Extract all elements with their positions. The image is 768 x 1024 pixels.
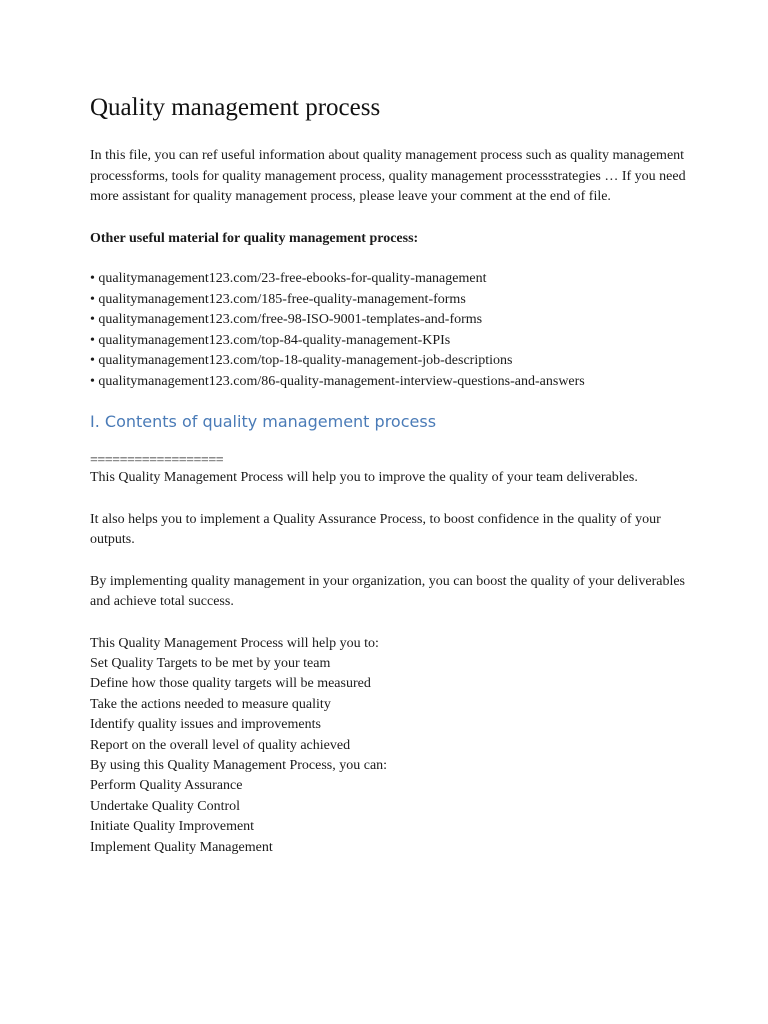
list-item: This Quality Management Process will help you to: (90, 635, 379, 651)
separator-rule: ================== (90, 453, 224, 468)
materials-link[interactable]: • qualitymanagement123.com/top-18-quality-management-job-descriptions (90, 353, 513, 368)
list-item: Initiate Quality Improvement (90, 819, 255, 835)
process-list (90, 634, 690, 858)
list-item: Undertake Quality Control (90, 798, 241, 814)
materials-link[interactable]: • qualitymanagement123.com/top-84-quality-management-KPIs (90, 332, 451, 348)
intro-paragraph: In this file, you can ref useful information about quality management process such as quality management processforms, tools for quality management process, quality management processstrategies … If you need more assistant for quality management process, please leave your comment at the end of file. (90, 148, 686, 204)
materials-link[interactable]: • qualitymanagement123.com/86-quality-management-interview-questions-and-answers (90, 373, 585, 389)
materials-link[interactable]: • qualitymanagement123.com/23-free-ebooks-for-quality-management (90, 271, 487, 286)
materials-list (90, 269, 690, 392)
list-item: Identify quality issues and improvements (90, 717, 321, 733)
list-item: Take the actions needed to measure quality (90, 696, 331, 712)
body-paragraph: It also helps you to implement a Quality Assurance Process, to boost confidence in the quality of your outputs. (90, 511, 661, 547)
list-item: By using this Quality Management Process, you can: (90, 757, 388, 773)
list-item: Report on the overall level of quality achieved (90, 737, 351, 753)
document-title: Quality management process (90, 94, 381, 121)
list-item: Set Quality Targets to be met by your team (90, 655, 331, 671)
materials-link[interactable]: • qualitymanagement123.com/185-free-quality-management-forms (90, 291, 466, 307)
list-item: Define how those quality targets will be measured (90, 676, 371, 692)
materials-heading: Other useful material for quality management process: (90, 230, 419, 246)
section-heading: I. Contents of quality management process (90, 412, 437, 431)
document-page (90, 92, 690, 858)
body-paragraph: By implementing quality management in your organization, you can boost the quality of your deliverables and achieve total success. (90, 573, 685, 609)
list-item: Perform Quality Assurance (90, 778, 243, 794)
body-paragraph: This Quality Management Process will help you to improve the quality of your team deliverables. (90, 470, 638, 485)
materials-link[interactable]: • qualitymanagement123.com/free-98-ISO-9001-templates-and-forms (90, 312, 483, 327)
list-item: Implement Quality Management (90, 839, 273, 855)
